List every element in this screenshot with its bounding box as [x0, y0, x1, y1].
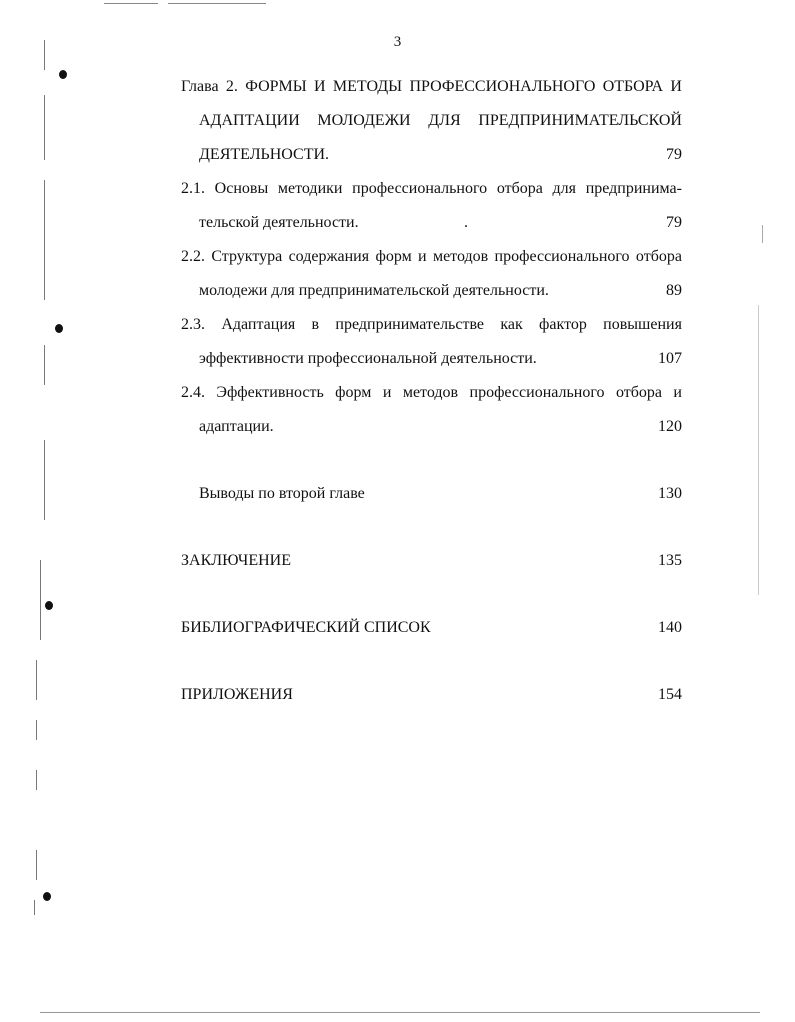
scan-artifact-line [44, 180, 45, 300]
scan-artifact-line [44, 440, 45, 520]
chapter-title-line-1: Глава 2. ФОРМЫ И МЕТОДЫ ПРОФЕССИОНАЛЬНОГО ОТБОРА И [181, 78, 682, 95]
page-ref: 135 [658, 552, 682, 569]
page-ref: 120 [658, 418, 682, 435]
page-ref: 89 [666, 282, 682, 299]
section-2-2-line-2: молодежи для предпринимательской деятельности. 89 [181, 274, 682, 308]
scan-artifact-line [44, 345, 45, 385]
appendices-entry: ПРИЛОЖЕНИЯ 154 [181, 678, 682, 712]
page-ref: 107 [658, 350, 682, 367]
page-ref: 79 [666, 214, 682, 231]
scan-artifact-line [758, 305, 759, 595]
section-2-1-line-1: 2.1. Основы методики профессионального отбора для предпринима- [181, 180, 682, 197]
scan-artifact-line [44, 95, 45, 160]
section-2-2-line-1: 2.2. Структура содержания форм и методов профессионального отбора [181, 248, 682, 265]
punch-hole-mark [55, 324, 63, 333]
punch-hole-mark [43, 892, 51, 901]
punch-hole-mark [45, 601, 53, 610]
scan-artifact-line [36, 850, 37, 880]
section-2-4-line-2: адаптации. 120 [181, 410, 682, 444]
chapter-title-line-2: АДАПТАЦИИ МОЛОДЕЖИ ДЛЯ ПРЕДПРИНИМАТЕЛЬСКОЙ [199, 112, 682, 129]
page-ref: 79 [666, 146, 682, 163]
conclusion-entry: ЗАКЛЮЧЕНИЕ 135 [181, 544, 682, 578]
scan-artifact-line [36, 770, 37, 790]
scan-artifact-line [34, 900, 35, 915]
chapter-title-end: ДЕЯТЕЛЬНОСТИ. [199, 146, 330, 163]
scan-artifact-line [40, 1012, 760, 1013]
section-2-3-line-2: эффективности профессиональной деятельности. 107 [181, 342, 682, 376]
scan-artifact-line [168, 3, 266, 4]
scan-artifact-line [36, 660, 37, 700]
section-2-4-line-1: 2.4. Эффективность форм и методов профессионального отбора и [181, 384, 682, 401]
page-ref: 140 [658, 619, 682, 636]
stray-dot: . [464, 214, 468, 231]
page-number: 3 [393, 34, 402, 50]
scan-artifact-line [36, 720, 37, 740]
scan-artifact-line [762, 225, 763, 243]
page-ref: 154 [658, 686, 682, 703]
scan-artifact-line [40, 560, 41, 640]
conclusions-entry: Выводы по второй главе 130 [181, 477, 682, 511]
chapter-title-line-3 [181, 138, 682, 172]
punch-hole-mark [59, 70, 67, 79]
table-of-contents [181, 70, 682, 712]
section-2-1-line-2: тельской деятельности. . 79 [181, 206, 682, 240]
scan-artifact-line [104, 3, 158, 4]
page-ref: 130 [658, 485, 682, 502]
section-2-3-line-1: 2.3. Адаптация в предпринимательстве как фактор повышения [181, 316, 682, 333]
bibliography-entry: БИБЛИОГРАФИЧЕСКИЙ СПИСОК 140 [181, 611, 682, 645]
